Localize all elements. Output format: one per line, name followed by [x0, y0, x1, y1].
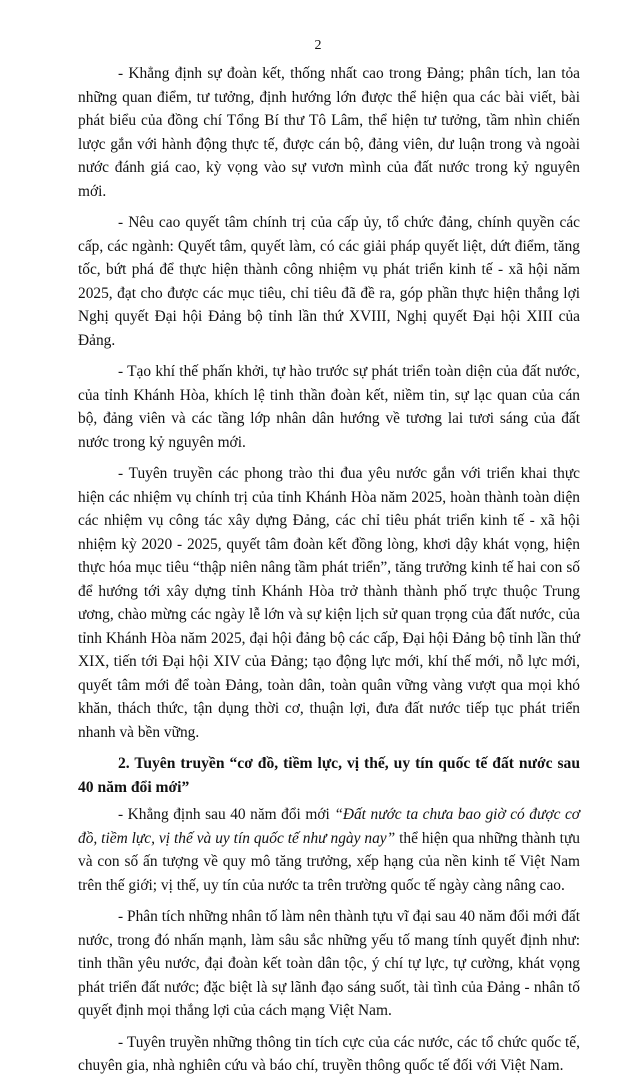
page-number: 2	[314, 38, 322, 53]
paragraph-party-unity: - Khẳng định sự đoàn kết, thống nhất cao trong Đảng; phân tích, lan tỏa những quan điểm, tư tưởng, định hướng lớn được thể hiện qua các bài viết, bài phát biểu của đồng chí Tổng Bí thư Tô Lâm, thể hiện tư tưởng, tầm nhìn chiến lược gắn với hành động thực tế, được cán bộ, đảng viên, dư luận trong và ngoài nước đánh giá cao, kỳ vọng vào sự vươn mình của đất nước trong kỷ nguyên mới.	[78, 65, 580, 200]
paragraph-political-determination: - Nêu cao quyết tâm chính trị của cấp ủy, tổ chức đảng, chính quyền các cấp, các ngành: Quyết tâm, quyết làm, có các giải pháp quyết liệt, dứt điểm, tăng tốc, bứt phá để thực hiện thành công nhiệm vụ phát triển kinh tế - xã hội năm 2025, đạt cho được các mục tiêu, chỉ tiêu đã đề ra, góp phần thực hiện thắng lợi Nghị quyết Đại hội Đảng bộ tỉnh lần thứ XVIII, Nghị quyết Đại hội XIII của Đảng.	[78, 214, 580, 349]
paragraph-success-factors: - Phân tích những nhân tố làm nên thành tựu vĩ đại sau 40 năm đổi mới đất nước, trong đó nhấn mạnh, làm sâu sắc những yếu tố mang tính quyết định như: tinh thần yêu nước, đại đoàn kết toàn dân tộc, ý chí tự lực, tự cường, khát vọng phát triển đất nước; đặc biệt là sự lãnh đạo sáng suốt, tài tình của Đảng - nhân tố quyết định mọi thắng lợi của cách mạng Việt Nam.	[78, 908, 580, 1019]
paragraph-pride-and-confidence: - Tạo khí thế phấn khởi, tự hào trước sự phát triển toàn diện của đất nước, của tỉnh Khánh Hòa, khích lệ tinh thần đoàn kết, niềm tin, sự lạc quan của cán bộ, đảng viên và các tầng lớp nhân dân hướng về tương lai tươi sáng của đất nước trong kỷ nguyên mới.	[78, 363, 580, 451]
section-heading-2: 2. Tuyên truyền “cơ đồ, tiềm lực, vị thế, uy tín quốc tế đất nước sau 40 năm đổi mới”	[78, 755, 580, 796]
paragraph-text-after: thể hiện qua những thành tựu và con số ấn tượng về quy mô tăng trưởng, xếp hạng của nền kinh tế Việt Nam trên thế giới; vị thế, uy tín của nước ta trên trường quốc tế ngày càng nâng cao.	[78, 829, 580, 894]
paragraph-40-years-renovation	[78, 803, 580, 897]
paragraph-text-before: - Khẳng định sau 40 năm đổi mới	[118, 806, 335, 823]
paragraph-emulation-movements: - Tuyên truyền các phong trào thi đua yêu nước gắn với triển khai thực hiện các nhiệm vụ chính trị của tỉnh Khánh Hòa năm 2025, hoàn thành toàn diện các nhiệm vụ công tác xây dựng Đảng, các chỉ tiêu phát triển kinh tế - xã hội nhiệm kỳ 2020 - 2025, quyết tâm đoàn kết đồng lòng, khơi dậy khát vọng, hiện thực hóa mục tiêu “thập niên nâng tầm phát triển”, tăng trưởng kinh tế hai con số để hướng tới xây dựng tỉnh Khánh Hòa trở thành thành phố trực thuộc Trung ương, chào mừng các ngày lễ lớn và sự kiện lịch sử quan trọng của đất nước, của tỉnh Khánh Hòa năm 2025, đại hội đảng bộ các cấp, Đại hội Đảng bộ tỉnh lần thứ XIX, tiến tới Đại hội XIV của Đảng; tạo động lực mới, khí thế mới, nỗ lực mới, quyết tâm mới để toàn Đảng, toàn dân, toàn quân vững vàng vượt qua mọi khó khăn, thách thức, tận dụng thời cơ, thuận lợi, đưa đất nước tiếp tục phát triển nhanh và bền vững.	[78, 465, 580, 741]
document-body	[78, 62, 580, 1086]
paragraph-international-information: - Tuyên truyền những thông tin tích cực của các nước, các tổ chức quốc tế, chuyên gia, nhà nghiên cứu và báo chí, truyền thông quốc tế đối với Việt Nam.	[78, 1033, 580, 1074]
italic-quote: “Đất nước ta chưa bao giờ có được cơ đồ, tiềm lực, vị thế và uy tín quốc tế như ngày nay”	[78, 806, 580, 847]
